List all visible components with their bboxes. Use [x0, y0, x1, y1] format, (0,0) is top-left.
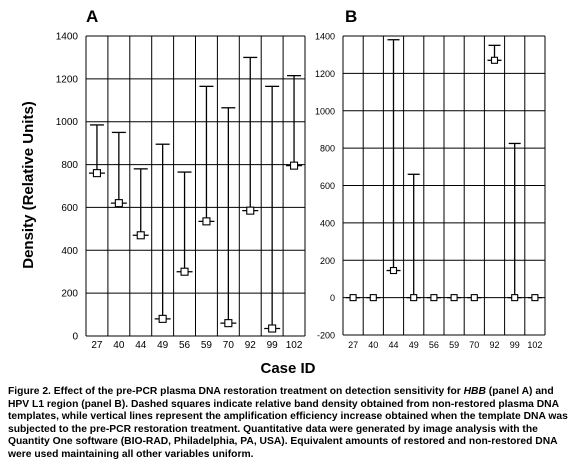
panel-b-y-tick-label: 600 — [319, 181, 335, 191]
panel-b-x-tick-label: 27 — [348, 340, 359, 350]
panel-a-base-marker — [225, 320, 232, 327]
panel-b — [315, 7, 545, 350]
panel-b-base-marker — [391, 268, 397, 274]
x-axis-title: Case ID — [260, 360, 316, 377]
panel-b-x-tick-label: 49 — [408, 340, 419, 350]
panel-a-x-tick-label: 59 — [200, 340, 213, 351]
figure-caption — [8, 386, 574, 462]
panel-b-x-tick-label: 102 — [527, 340, 543, 350]
panel-b-x-tick-label: 99 — [509, 340, 520, 350]
panel-b-y-tick-label: 1400 — [314, 31, 335, 42]
panel-b-base-marker — [492, 57, 498, 63]
panel-a-x-tick-label: 27 — [91, 340, 103, 351]
panel-b-base-marker — [350, 295, 356, 301]
caption-text-start: Figure 2. Effect of the pre-PCR plasma DNA restoration treatment on detection sensitivity for — [8, 386, 464, 397]
panel-b-base-marker — [431, 295, 437, 301]
panel-a-y-tick-label: 600 — [61, 202, 78, 214]
panel-a-x-tick-label: 44 — [135, 340, 147, 351]
panel-a-x-tick-label: 102 — [285, 340, 303, 351]
panel-b-y-tick-label: 400 — [319, 218, 335, 229]
panel-a-x-tick-label: 49 — [157, 340, 169, 351]
panel-b-x-tick-label: 44 — [388, 340, 399, 350]
panel-a-base-marker — [247, 207, 254, 214]
panel-a-base-marker — [203, 218, 210, 225]
panel-a-y-tick-label: 400 — [61, 245, 78, 257]
panel-b-base-marker — [532, 295, 538, 301]
panel-b-base-marker — [370, 295, 376, 301]
panel-a-y-tick-label: 1000 — [55, 117, 78, 129]
panel-a-base-marker — [269, 325, 276, 332]
panel-b-x-tick-label: 70 — [469, 340, 480, 350]
panel-a-base-marker — [137, 232, 144, 239]
panel-a-y-tick-label: 800 — [61, 160, 78, 172]
panel-a-label: A — [86, 7, 99, 26]
panel-a-base-marker — [159, 315, 166, 322]
panel-a-base-marker — [115, 200, 122, 207]
panel-b-y-tick-label: 1200 — [314, 68, 335, 79]
caption-gene-name: HBB — [463, 386, 486, 397]
panel-a-y-tick-label: 0 — [72, 331, 78, 343]
y-axis-title: Density (Relative Units) — [20, 101, 37, 269]
panel-b-base-marker — [451, 295, 457, 301]
panel-b-y-tick-label: 200 — [319, 255, 335, 266]
panel-b-x-tick-label: 59 — [449, 340, 460, 350]
panel-b-base-marker — [471, 295, 477, 301]
panel-a — [56, 7, 305, 351]
panel-a-x-tick-label: 56 — [178, 340, 191, 351]
panel-a-x-tick-label: 92 — [244, 340, 256, 351]
caption-text-end: (panel A) and HPV L1 region (panel B). Dashed squares indicate relative band density obtained from non-restored plasma DNA templates, while vertical lines represent the amplification efficiency increase obtained when the template DNA was subjected to the pre-PCR restoration treatment. Quantitative data were generated by image analysis with the Quantity One software (BIO-RAD, Philadelphia, PA, USA). Equivalent amounts of restored and non-restored DNA were used maintaining all other variables uniform. — [8, 386, 568, 460]
panel-a-x-tick-label: 40 — [113, 340, 125, 351]
panel-b-y-tick-label: 800 — [319, 143, 335, 154]
panel-a-y-tick-label: 1400 — [55, 31, 78, 43]
panel-a-base-marker — [181, 268, 188, 275]
panel-a-x-tick-label: 70 — [222, 340, 234, 351]
panel-b-y-tick-label: -200 — [316, 330, 335, 341]
panel-b-base-marker — [411, 295, 417, 301]
panel-b-label: B — [345, 7, 358, 26]
panel-a-y-tick-label: 200 — [61, 288, 78, 300]
panel-b-x-tick-label: 92 — [489, 340, 500, 350]
panel-b-x-tick-label: 56 — [428, 340, 439, 350]
panel-b-x-tick-label: 40 — [368, 340, 379, 350]
panel-b-y-tick-label: 0 — [329, 293, 335, 304]
panel-a-base-marker — [291, 162, 298, 169]
panel-b-base-marker — [512, 295, 518, 301]
panel-a-base-marker — [93, 170, 100, 177]
panel-b-y-tick-label: 1000 — [314, 106, 335, 117]
panel-a-x-tick-label: 99 — [266, 340, 278, 351]
panel-a-y-tick-label: 1200 — [55, 74, 78, 86]
